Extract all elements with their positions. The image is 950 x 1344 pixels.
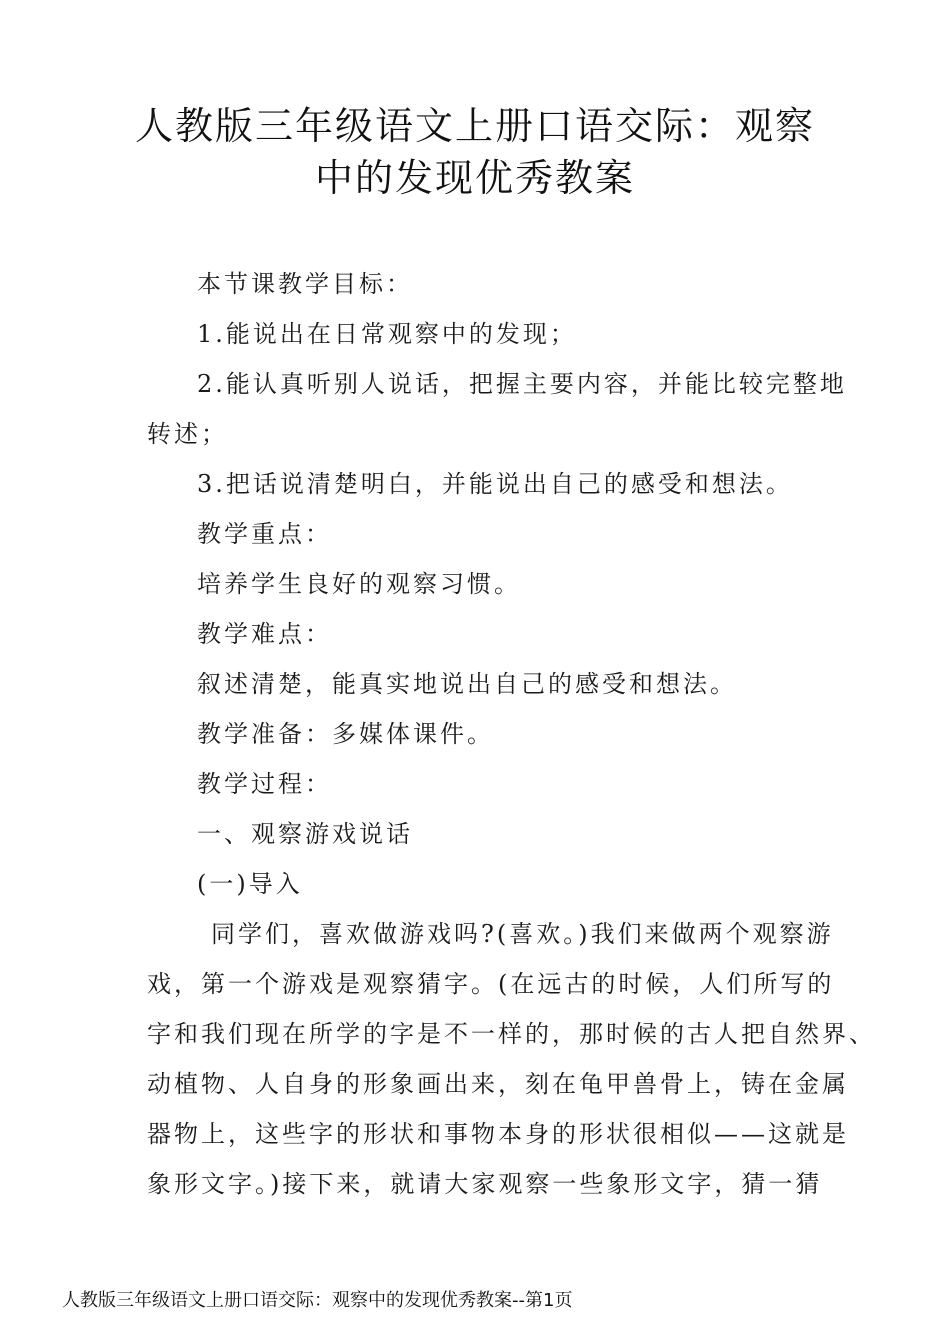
- objective-2: 2.能认真听别人说话，把握主要内容，并能比较完整地: [197, 370, 847, 398]
- subsection-intro-heading: (一)导入: [197, 870, 303, 898]
- paragraph-line-5: 器物上，这些字的形状和事物本身的形状很相似——这就是: [147, 1120, 849, 1148]
- objective-1: 1.能说出在日常观察中的发现；: [197, 320, 577, 348]
- paragraph-line-2: 戏，第一个游戏是观察猜字。(在远古的时候，人们所写的: [147, 970, 835, 998]
- document-title-line-1: 人教版三年级语文上册口语交际：观察: [134, 104, 815, 148]
- objective-2-continued: 转述；: [147, 420, 228, 448]
- process-heading: 教学过程：: [197, 770, 332, 798]
- section-one-heading: 一、观察游戏说话: [197, 820, 413, 848]
- objectives-heading: 本节课教学目标：: [197, 270, 413, 298]
- paragraph-line-3: 字和我们现在所学的字是不一样的，那时候的古人把自然界、: [147, 1020, 876, 1048]
- objective-3: 3.把话说清楚明白，并能说出自己的感受和想法。: [197, 470, 793, 498]
- paragraph-line-4: 动植物、人自身的形象画出来，刻在龟甲兽骨上，铸在金属: [147, 1070, 849, 1098]
- preparation-text: 教学准备：多媒体课件。: [197, 720, 494, 748]
- page-footer: 人教版三年级语文上册口语交际：观察中的发现优秀教案--第1页: [62, 1290, 573, 1311]
- key-point-heading: 教学重点：: [197, 520, 332, 548]
- paragraph-line-1: 同学们，喜欢做游戏吗?(喜欢。)我们来做两个观察游: [211, 920, 834, 948]
- difficulty-text: 叙述清楚，能真实地说出自己的感受和想法。: [197, 670, 737, 698]
- difficulty-heading: 教学难点：: [197, 620, 332, 648]
- paragraph-line-6: 象形文字。)接下来，就请大家观察一些象形文字，猜一猜: [147, 1170, 823, 1198]
- key-point-text: 培养学生良好的观察习惯。: [197, 570, 521, 598]
- document-title-line-2: 中的发现优秀教案: [314, 156, 635, 200]
